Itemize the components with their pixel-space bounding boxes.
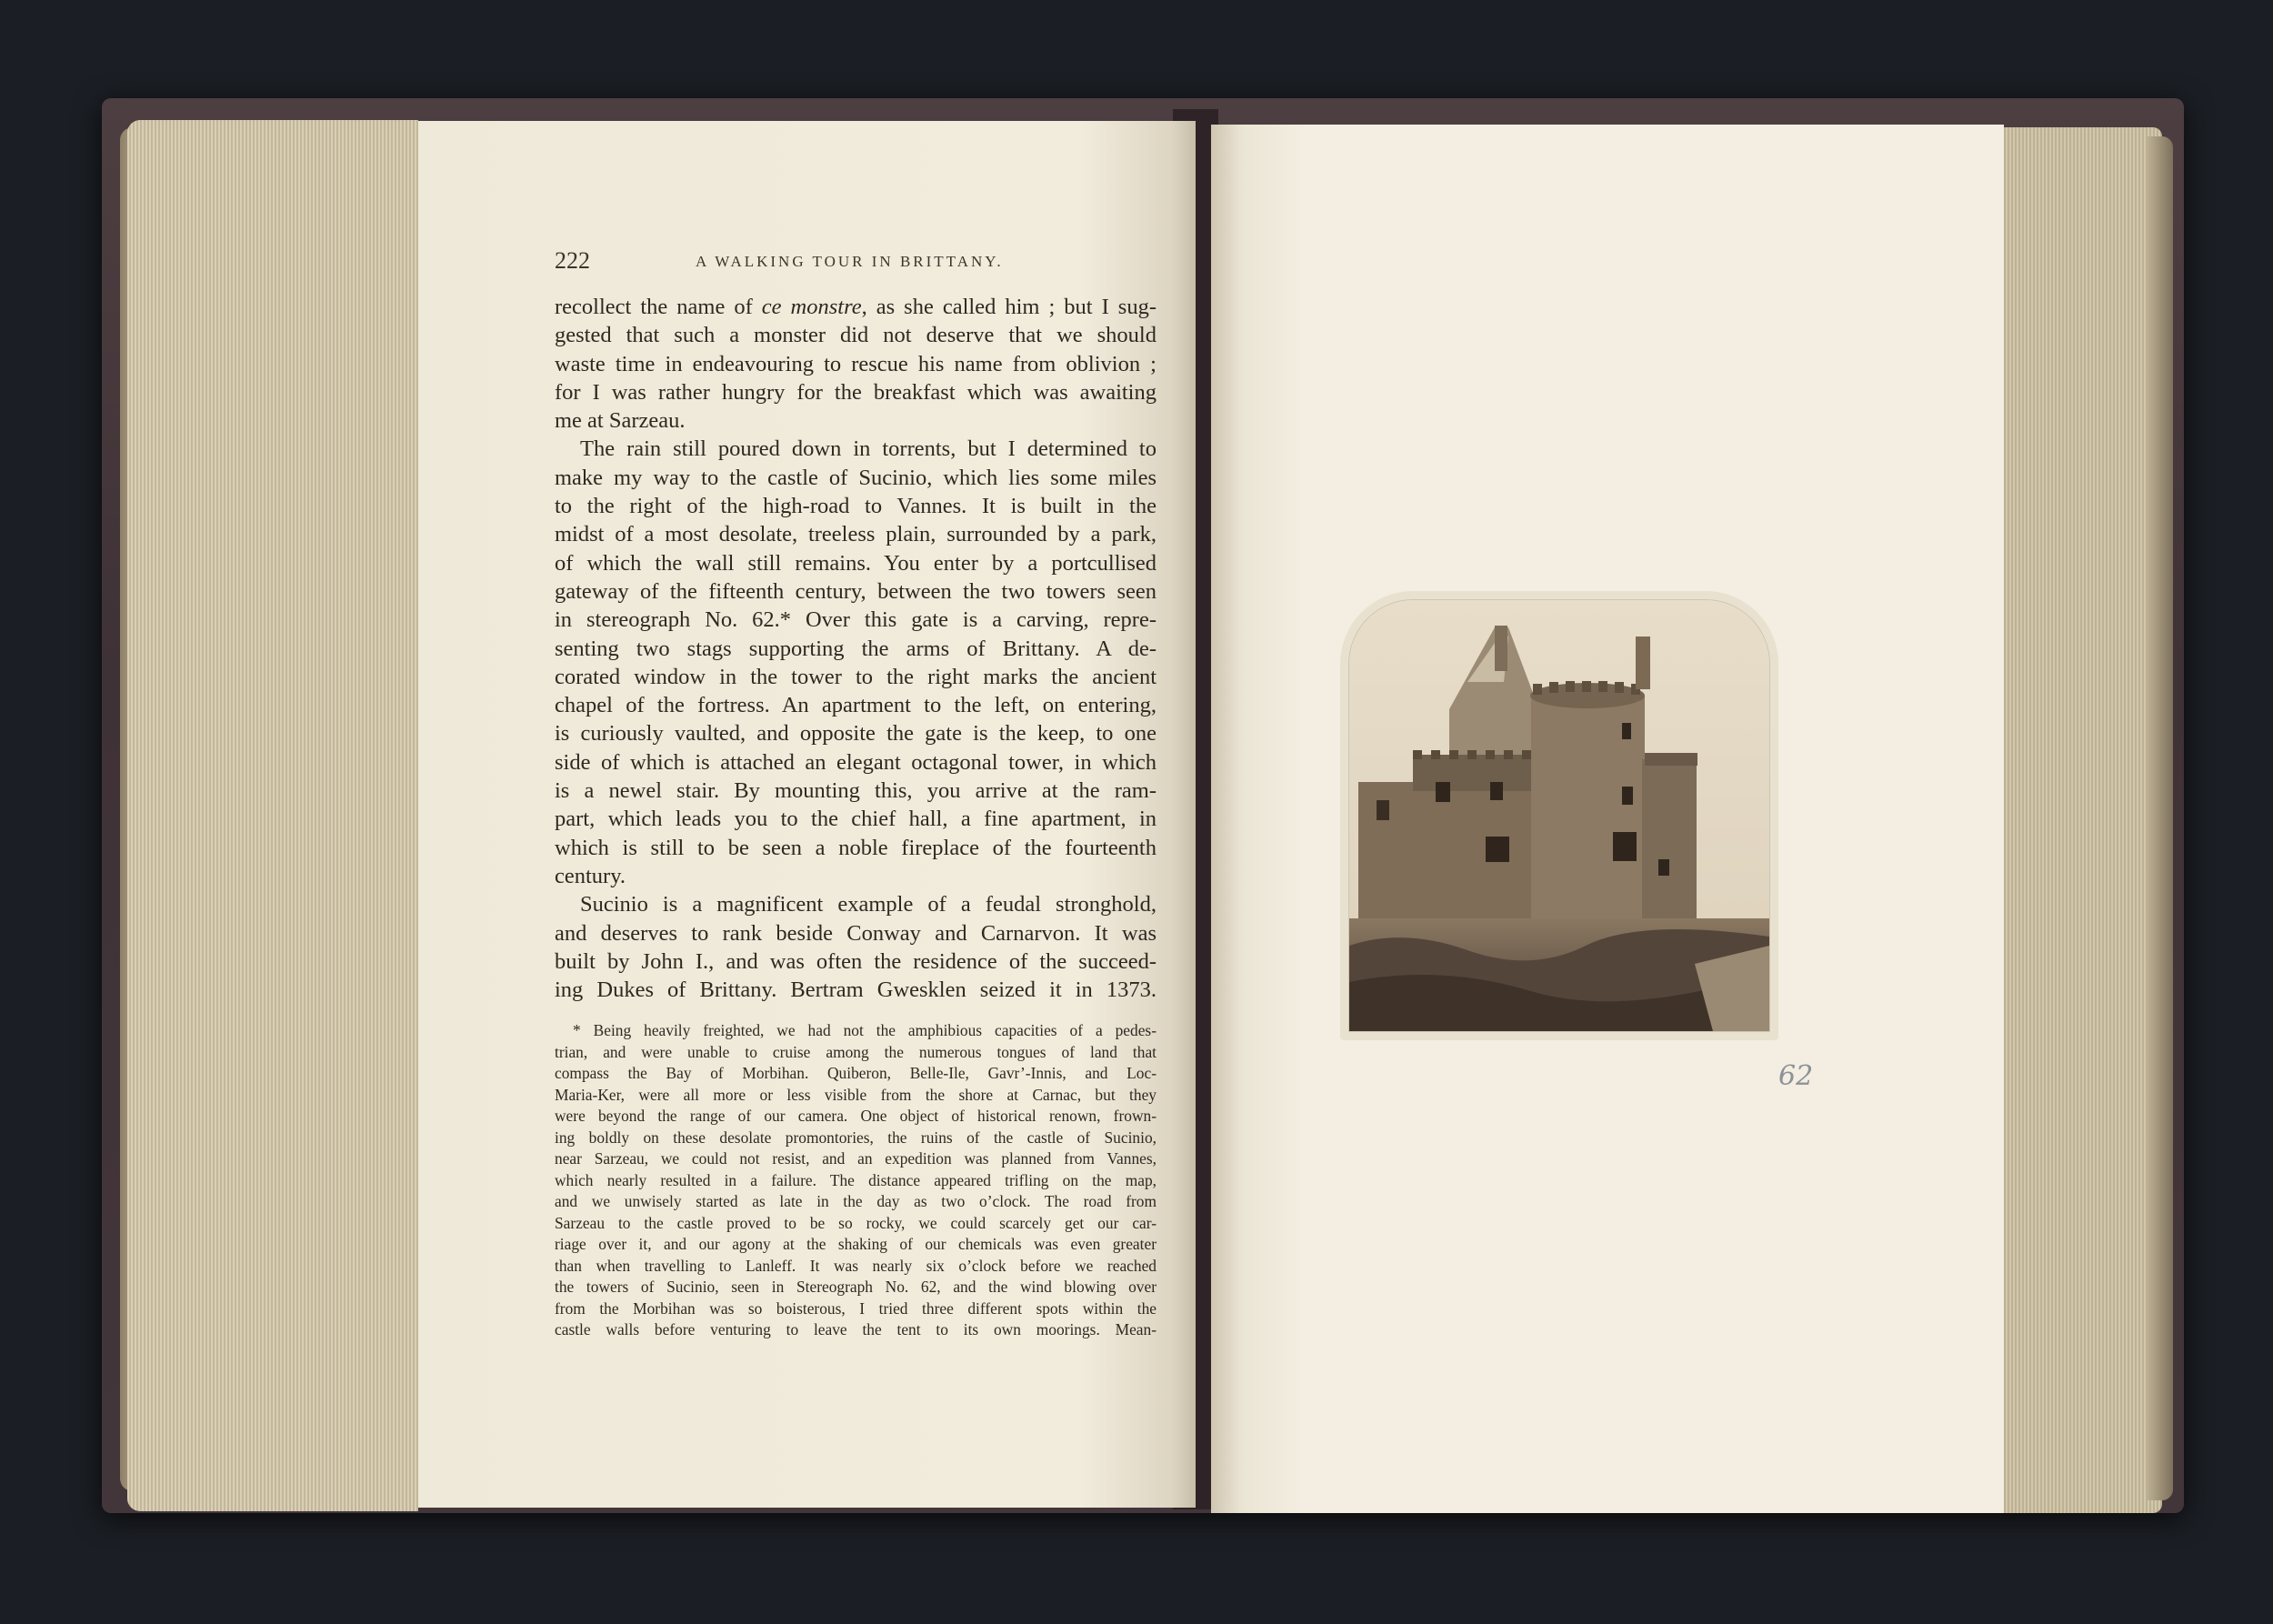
body-line: [555, 919, 1157, 947]
text-run: part, which leads you to the chief hall, a fine apartment, in: [555, 807, 1157, 832]
text-run: senting two stags supporting the arms of Brittany. A de-: [555, 636, 1157, 661]
body-line: [555, 321, 1157, 349]
handwritten-plate-number: 62: [1778, 1060, 1814, 1092]
text-run: to the right of the high-road to Vannes. It is built in the: [555, 494, 1157, 519]
footnote-line: were beyond the range of our camera. One object of historical renown, frown-: [555, 1107, 1157, 1126]
body-line: [555, 520, 1157, 548]
text-run: , as she called him ; but I sug-: [861, 295, 1157, 319]
footnote-line: Maria-Ker, were all more or less visible from the shore at Carnac, but they: [555, 1085, 1157, 1104]
text-run: waste time in endeavouring to rescue his name from oblivion ;: [555, 351, 1157, 376]
body-line: [555, 406, 1157, 435]
body-line: [555, 834, 1157, 862]
text-run: midst of a most desolate, treeless plain, surrounded by a park,: [555, 522, 1157, 547]
body-line: [555, 492, 1157, 520]
text-run: of which the wall still remains. You enter by a portcullised: [555, 550, 1157, 576]
text-run: is curiously vaulted, and opposite the gate is the keep, to one: [555, 721, 1157, 747]
left-page-stack: [127, 120, 418, 1511]
footnote-line: the towers of Sucinio, seen in Stereograph No. 62, and the wind blowing over: [555, 1278, 1157, 1297]
footnote-line: * Being heavily freighted, we had not the amphibious capacities of a pedes-: [573, 1021, 1157, 1040]
running-head: [555, 247, 1164, 280]
text-run: century.: [555, 863, 626, 888]
footnote-line: near Sarzeau, we could not resist, and an expedition was planned from Vannes,: [555, 1149, 1157, 1168]
italic-phrase: ce monstre: [761, 295, 862, 319]
footnote-line: than when travelling to Lanleff. It was nearly six o’clock before we reached: [555, 1256, 1157, 1275]
body-line: [555, 805, 1157, 833]
body-line: [555, 293, 1157, 321]
castle-photograph-icon: [1349, 600, 1769, 1031]
footnote-line: riage over it, and our agony at the shaking of our chemicals was even greater: [555, 1235, 1157, 1254]
text-run: side of which is attached an elegant octagonal tower, in which: [555, 749, 1157, 775]
body-line: [555, 606, 1157, 634]
body-line: [555, 748, 1157, 777]
body-line: [555, 549, 1157, 577]
body-line: [555, 719, 1157, 747]
right-page-stack: [1980, 127, 2162, 1513]
text-run: Sucinio is a magnificent example of a feudal stronghold,: [580, 892, 1157, 917]
text-run: gateway of the fifteenth century, between the two towers seen: [555, 578, 1157, 604]
text-run: me at Sarzeau.: [555, 408, 686, 434]
footnote-line: ing boldly on these desolate promontories, the ruins of the castle of Sucinio,: [555, 1128, 1157, 1147]
text-run: and deserves to rank beside Conway and Carnarvon. It was: [555, 920, 1157, 946]
text-run: for I was rather hungry for the breakfast which was awaiting: [555, 379, 1157, 405]
footnote-line: and we unwisely started as late in the day as two o’clock. The road from: [555, 1192, 1157, 1211]
text-run: gested that such a monster did not deserve that we should: [555, 323, 1157, 348]
footnote-line: castle walls before venturing to leave the tent to its own moorings. Mean-: [555, 1320, 1157, 1339]
body-line: [555, 777, 1157, 805]
text-run: in stereograph No. 62.* Over this gate is a carving, repre-: [555, 607, 1157, 633]
body-line: [555, 890, 1157, 918]
body-text: [555, 293, 1157, 1004]
right-page-edges: [2146, 136, 2173, 1500]
text-run: The rain still poured down in torrents, but I determined to: [580, 436, 1157, 462]
body-line: [555, 976, 1157, 1004]
body-line: [555, 350, 1157, 378]
body-line: [555, 635, 1157, 663]
body-line: [555, 691, 1157, 719]
body-line: [555, 862, 1157, 890]
text-run: built by John I., and was often the residence of the succeed-: [555, 948, 1157, 974]
text-run: make my way to the castle of Sucinio, which lies some miles: [555, 465, 1157, 490]
body-line: [555, 464, 1157, 492]
text-run: recollect the name of: [555, 295, 762, 319]
footnote-line: which nearly resulted in a failure. The distance appeared trifling on the map,: [555, 1170, 1157, 1189]
footnote-line: Sarzeau to the castle proved to be so rocky, we could scarcely get our car-: [555, 1213, 1157, 1232]
text-run: corated window in the tower to the right marks the ancient: [555, 664, 1157, 689]
text-run: ing Dukes of Brittany. Bertram Gwesklen seized it in 1373.: [555, 977, 1157, 1003]
body-line: [555, 435, 1157, 463]
footnote-line: from the Morbihan was so boisterous, I tried three different spots within the: [555, 1298, 1157, 1318]
footnote: [555, 1020, 1157, 1341]
text-run: chapel of the fortress. An apartment to the left, on entering,: [555, 693, 1157, 718]
running-title: A WALKING TOUR IN BRITTANY.: [696, 253, 1004, 270]
text-run: which is still to be seen a noble fireplace of the fourteenth: [555, 835, 1157, 860]
body-line: [555, 947, 1157, 976]
footnote-line: compass the Bay of Morbihan. Quiberon, Belle-Ile, Gavr’-Innis, and Loc-: [555, 1064, 1157, 1083]
body-line: [555, 577, 1157, 606]
footnote-line: trian, and were unable to cruise among the numerous tongues of land that: [555, 1042, 1157, 1061]
body-line: [555, 663, 1157, 691]
page-number: 222: [555, 247, 590, 274]
text-block: [555, 293, 1157, 1341]
body-line: [555, 378, 1157, 406]
text-run: is a newel stair. By mounting this, you arrive at the ram-: [555, 778, 1157, 804]
